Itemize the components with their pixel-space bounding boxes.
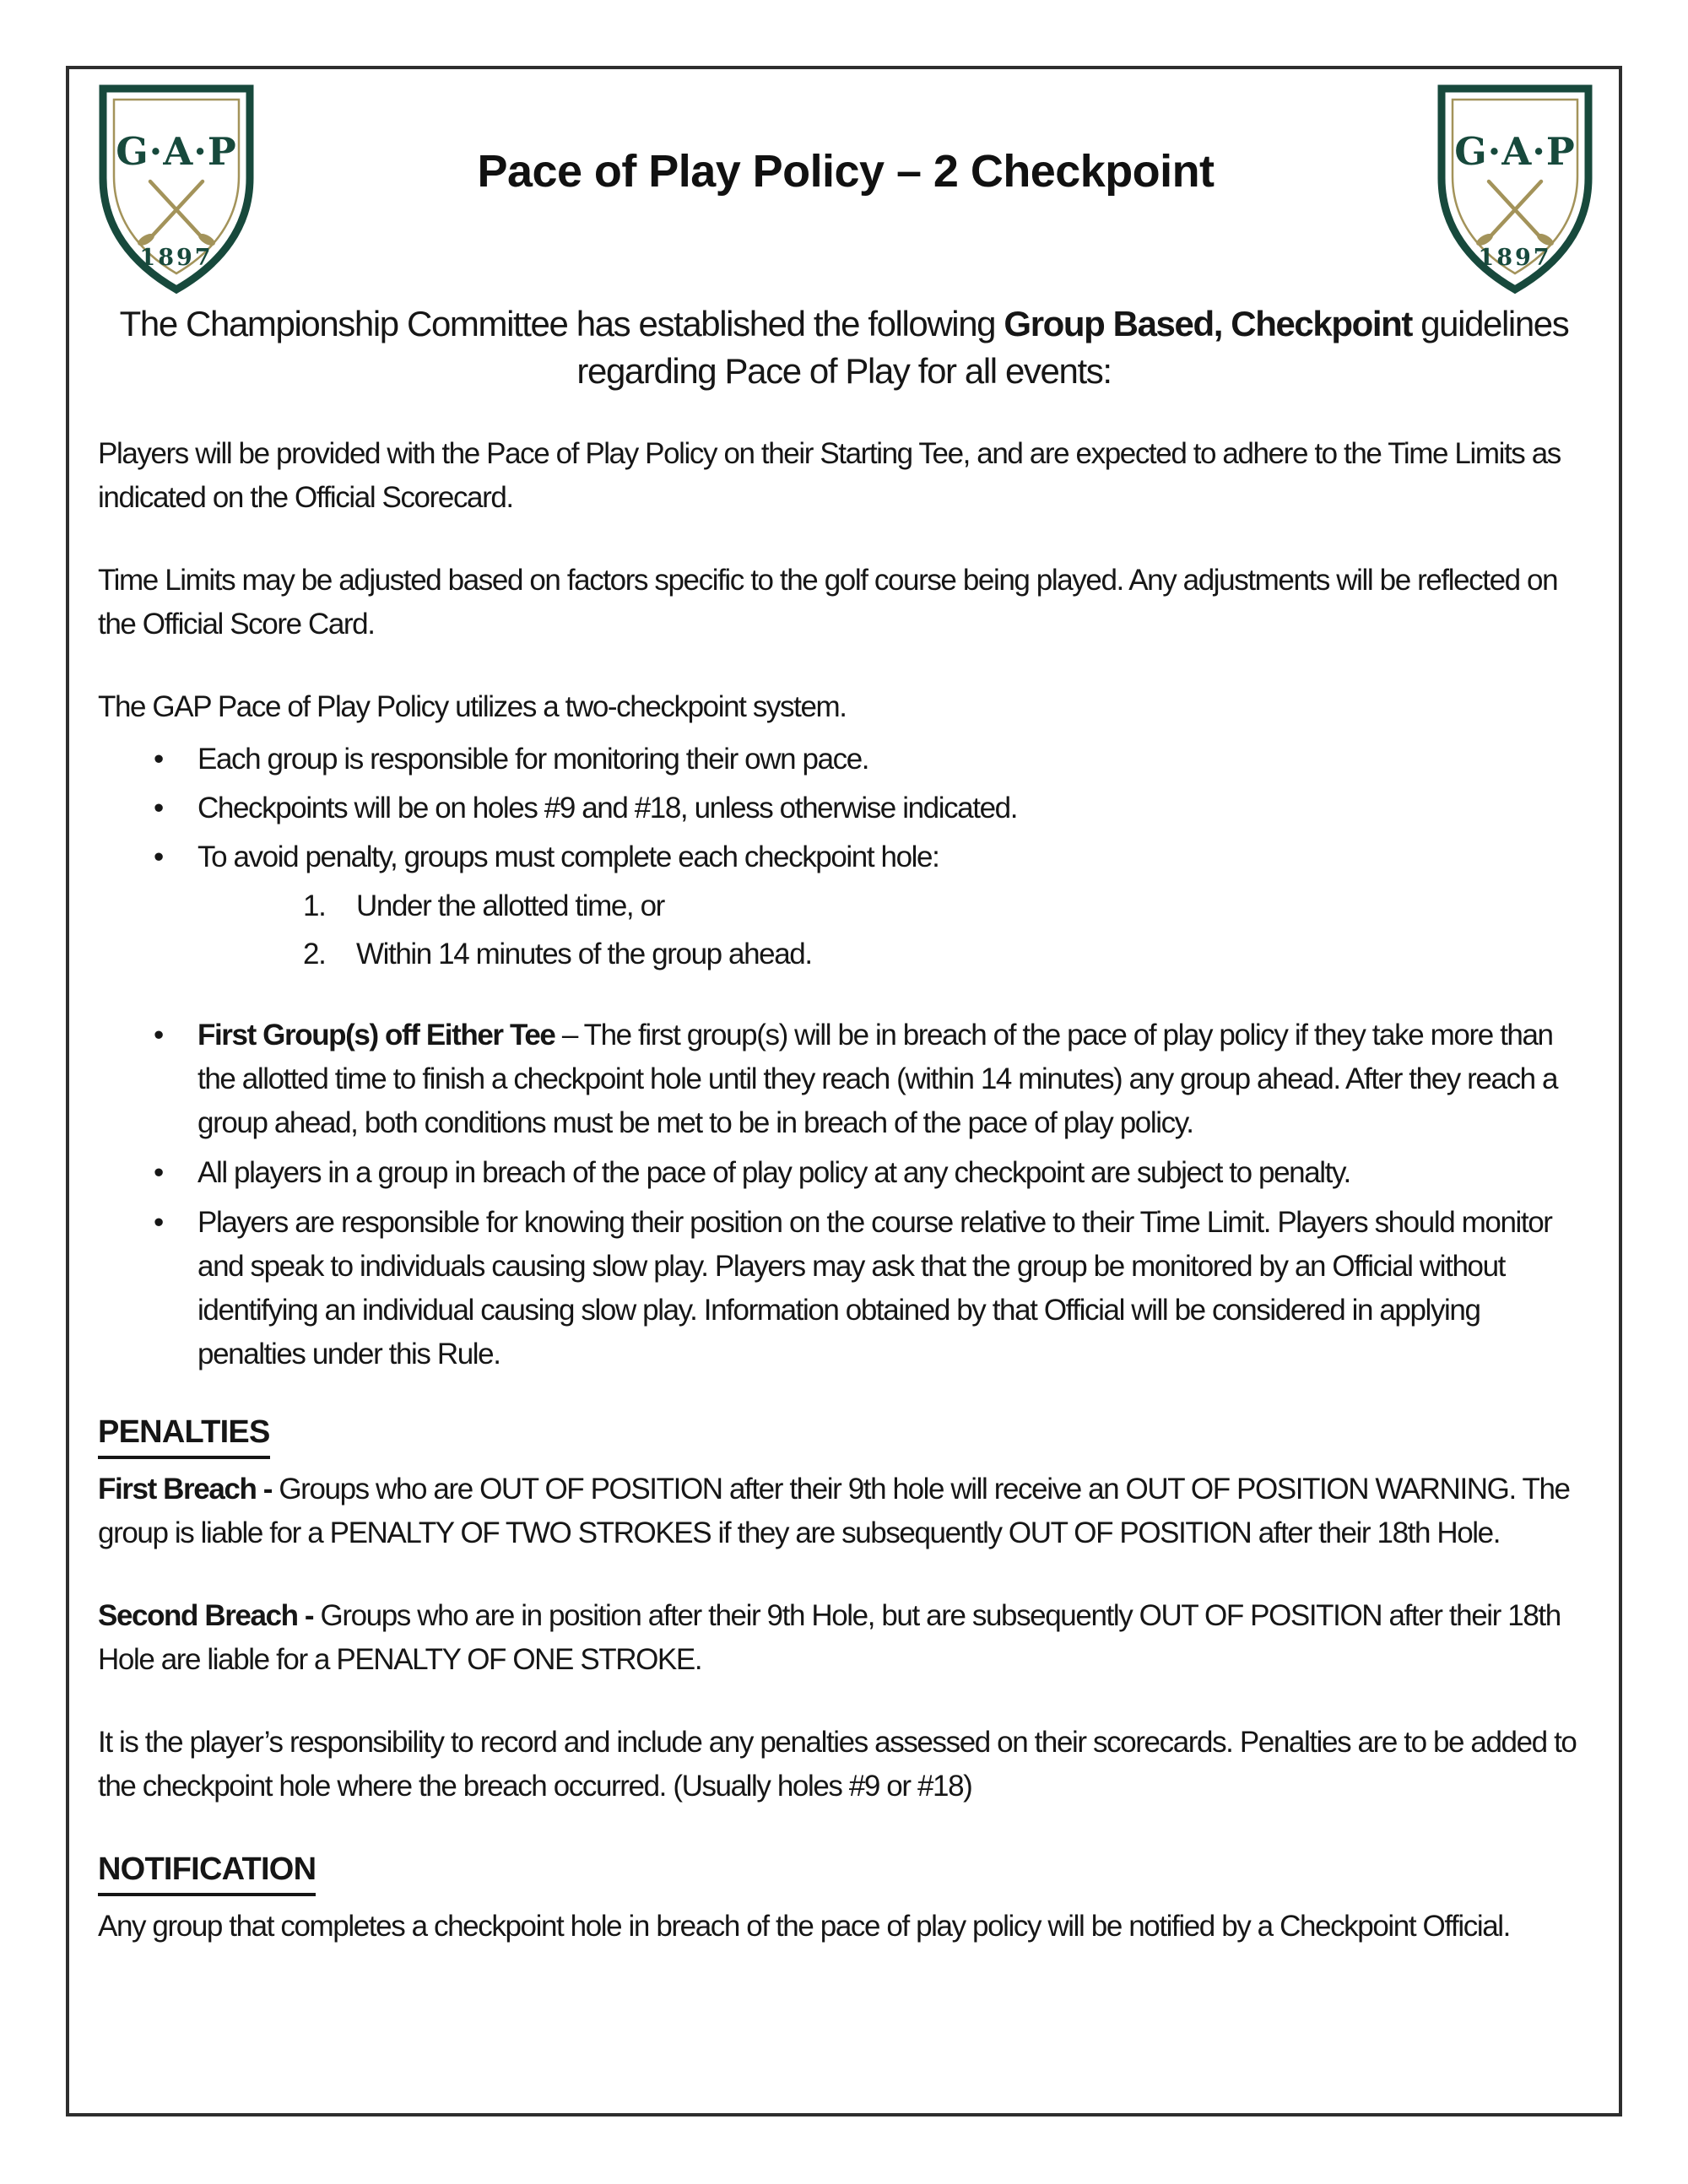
list-item-text: Under the allotted time, or	[356, 889, 664, 922]
bullet-marker: •	[154, 841, 163, 873]
list-item	[98, 1201, 1590, 1376]
bullet-marker: •	[154, 792, 163, 824]
number-marker: 2.	[303, 938, 326, 970]
first-breach-label: First Breach -	[98, 1473, 279, 1506]
logo-year: 1897	[1478, 245, 1552, 271]
logo-year: 1897	[139, 245, 214, 271]
number-marker: 1.	[303, 889, 326, 922]
paragraph-time-limits: Time Limits may be adjusted based on factors specific to the golf course being played. Any adjustments will be reflected on the Official Score Card.	[98, 564, 1558, 641]
list-item	[98, 787, 1590, 830]
list-item-text: To avoid penalty, groups must complete each checkpoint hole:	[197, 841, 939, 873]
document-header	[69, 69, 1619, 295]
gap-shield-logo-left	[96, 83, 257, 295]
intro-paragraph	[98, 300, 1590, 395]
list-item	[98, 1151, 1590, 1195]
page-title: Pace of Play Policy – 2 Checkpoint	[477, 146, 1215, 197]
list-item-text	[197, 1019, 1557, 1139]
bullet-marker: •	[154, 1019, 163, 1051]
intro-text-before: The Championship Committee has established the following	[119, 304, 1004, 343]
first-groups-bold-label: First Group(s) off Either Tee	[197, 1019, 555, 1051]
list-item	[98, 933, 1590, 976]
bullet-marker: •	[154, 1206, 163, 1239]
penalties-heading	[98, 1410, 1590, 1459]
list-item-text: All players in a group in breach of the pace of play policy at any checkpoint are subject to penalty.	[197, 1156, 1350, 1189]
bullet-marker: •	[154, 1156, 163, 1189]
page-border-frame	[66, 66, 1622, 2116]
first-breach-text: Groups who are OUT OF POSITION after their 9th hole will receive an OUT OF POSITION WARNING. The group is liable for a PENALTY OF TWO STROKES if they are subsequently OUT OF POSITION after their 18th Hole.	[98, 1473, 1570, 1549]
second-breach-label: Second Breach -	[98, 1599, 321, 1632]
first-breach-paragraph	[98, 1468, 1590, 1555]
checkpoint-conditions-list	[98, 884, 1590, 976]
second-breach-text: Groups who are in position after their 9th Hole, but are subsequently OUT OF POSITION after their 18th Hole are liable for a PENALTY OF ONE STROKE.	[98, 1599, 1561, 1676]
list-item	[98, 738, 1590, 781]
gap-shield-logo-right	[1435, 83, 1595, 295]
intro-text-after: guidelines regarding Pace of Play for all events:	[576, 304, 1569, 391]
notification-paragraph: Any group that completes a checkpoint hole in breach of the pace of play policy will be notified by a Checkpoint Official.	[98, 1910, 1510, 1943]
list-item-text: Within 14 minutes of the group ahead.	[356, 938, 812, 970]
paragraph-starting-tee: Players will be provided with the Pace of Play Policy on their Starting Tee, and are expected to adhere to the Time Limits as indicated on the Official Scorecard.	[98, 437, 1561, 514]
notification-heading-text: NOTIFICATION	[98, 1847, 316, 1896]
scorecard-responsibility-paragraph: It is the player’s responsibility to record and include any penalties assessed on their scorecards. Penalties are to be added to the checkpoint hole where the breach occurred. (Usually holes #9 or #18)	[98, 1726, 1577, 1803]
list-item-text: Players are responsible for knowing their position on the course relative to their Time Limit. Players should monitor and speak to individuals causing slow play. Players may ask that the group be monitored by an Official without identifying an individual causing slow play. Information obtained by that Official will be considered in applying penalties under this Rule.	[197, 1206, 1552, 1370]
notification-heading	[98, 1847, 1590, 1896]
list-item	[98, 835, 1590, 879]
list-item	[98, 1014, 1590, 1145]
checkpoint-rules-list	[98, 738, 1590, 879]
second-breach-paragraph	[98, 1594, 1590, 1682]
penalties-heading-text: PENALTIES	[98, 1410, 270, 1459]
list-item	[98, 884, 1590, 928]
intro-bold-phrase: Group Based, Checkpoint	[1004, 304, 1412, 343]
document-body	[69, 300, 1619, 1949]
first-groups-text: The first group(s) will be in breach of the pace of play policy if they take more than the allotted time to finish a checkpoint hole until they reach (within 14 minutes) any group ahead. After they reach a group ahead, both conditions must be met to be in breach of the pace of play policy.	[197, 1019, 1558, 1139]
bullet-marker: •	[154, 743, 163, 776]
dash-separator: –	[555, 1019, 584, 1051]
policy-details-list	[98, 1014, 1590, 1376]
logo-letters: G·A·P	[116, 129, 237, 174]
list-item-text: Each group is responsible for monitoring their own pace.	[197, 743, 869, 776]
paragraph-two-checkpoint-system: The GAP Pace of Play Policy utilizes a two-checkpoint system.	[98, 690, 847, 723]
logo-letters: G·A·P	[1454, 129, 1576, 174]
list-item-text: Checkpoints will be on holes #9 and #18, unless otherwise indicated.	[197, 792, 1018, 824]
